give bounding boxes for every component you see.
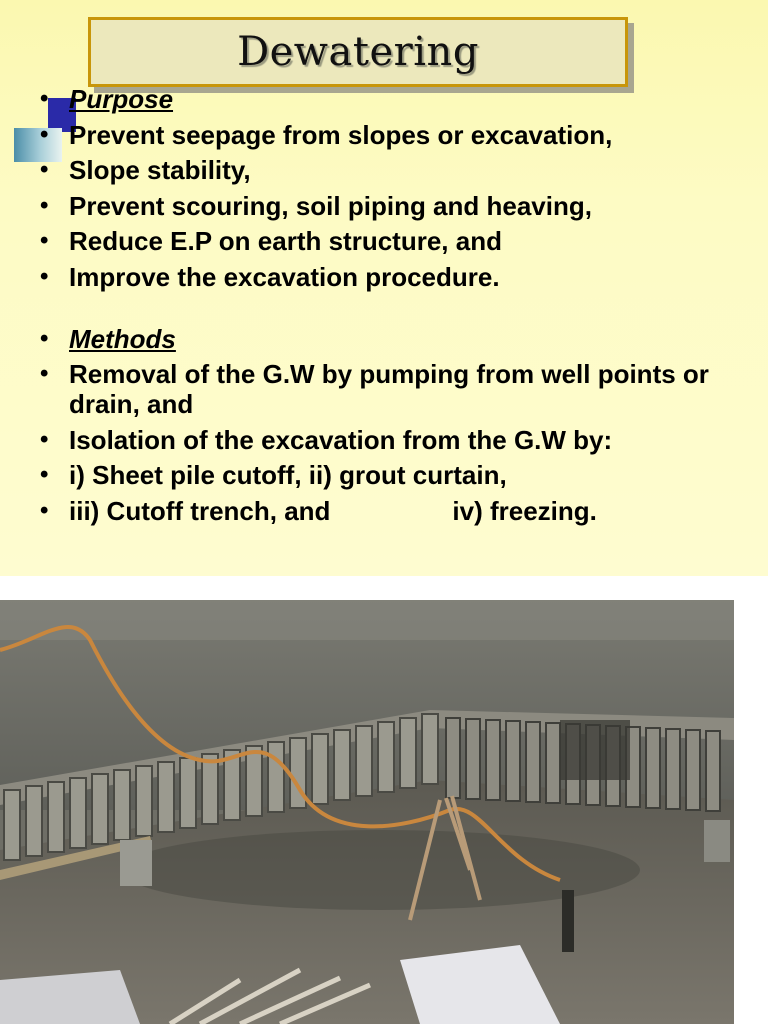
bullet-item: • Isolation of the excavation from the G.W by:	[40, 424, 613, 455]
slide-title: Dewatering	[237, 29, 479, 75]
bullet-list	[40, 84, 760, 531]
excavation-photo-illustration	[0, 600, 734, 1024]
bullet-item: • iii) Cutoff trench, and iv) freezing.	[40, 495, 597, 526]
bullet-item: • Improve the excavation procedure.	[40, 261, 500, 292]
bullet-item: • Slope stability,	[40, 155, 251, 185]
bullet-item: • Prevent seepage from slopes or excavation,	[40, 119, 613, 150]
bullet-item: • Prevent scouring, soil piping and heaving,	[40, 190, 592, 221]
bullet-item: • Reduce E.P on earth structure, and	[40, 226, 502, 256]
title-box	[88, 17, 628, 87]
excavation-photo	[0, 600, 734, 1024]
bullet-methods-heading: • Methods	[40, 323, 176, 354]
bullet-purpose-heading: • Purpose	[40, 84, 174, 114]
bullet-item: • i) Sheet pile cutoff, ii) grout curtain,	[40, 460, 507, 490]
wellpoint-pipe-icon	[562, 890, 574, 952]
bullet-item: • Removal of the G.W by pumping from well points or drain, and	[40, 359, 709, 419]
